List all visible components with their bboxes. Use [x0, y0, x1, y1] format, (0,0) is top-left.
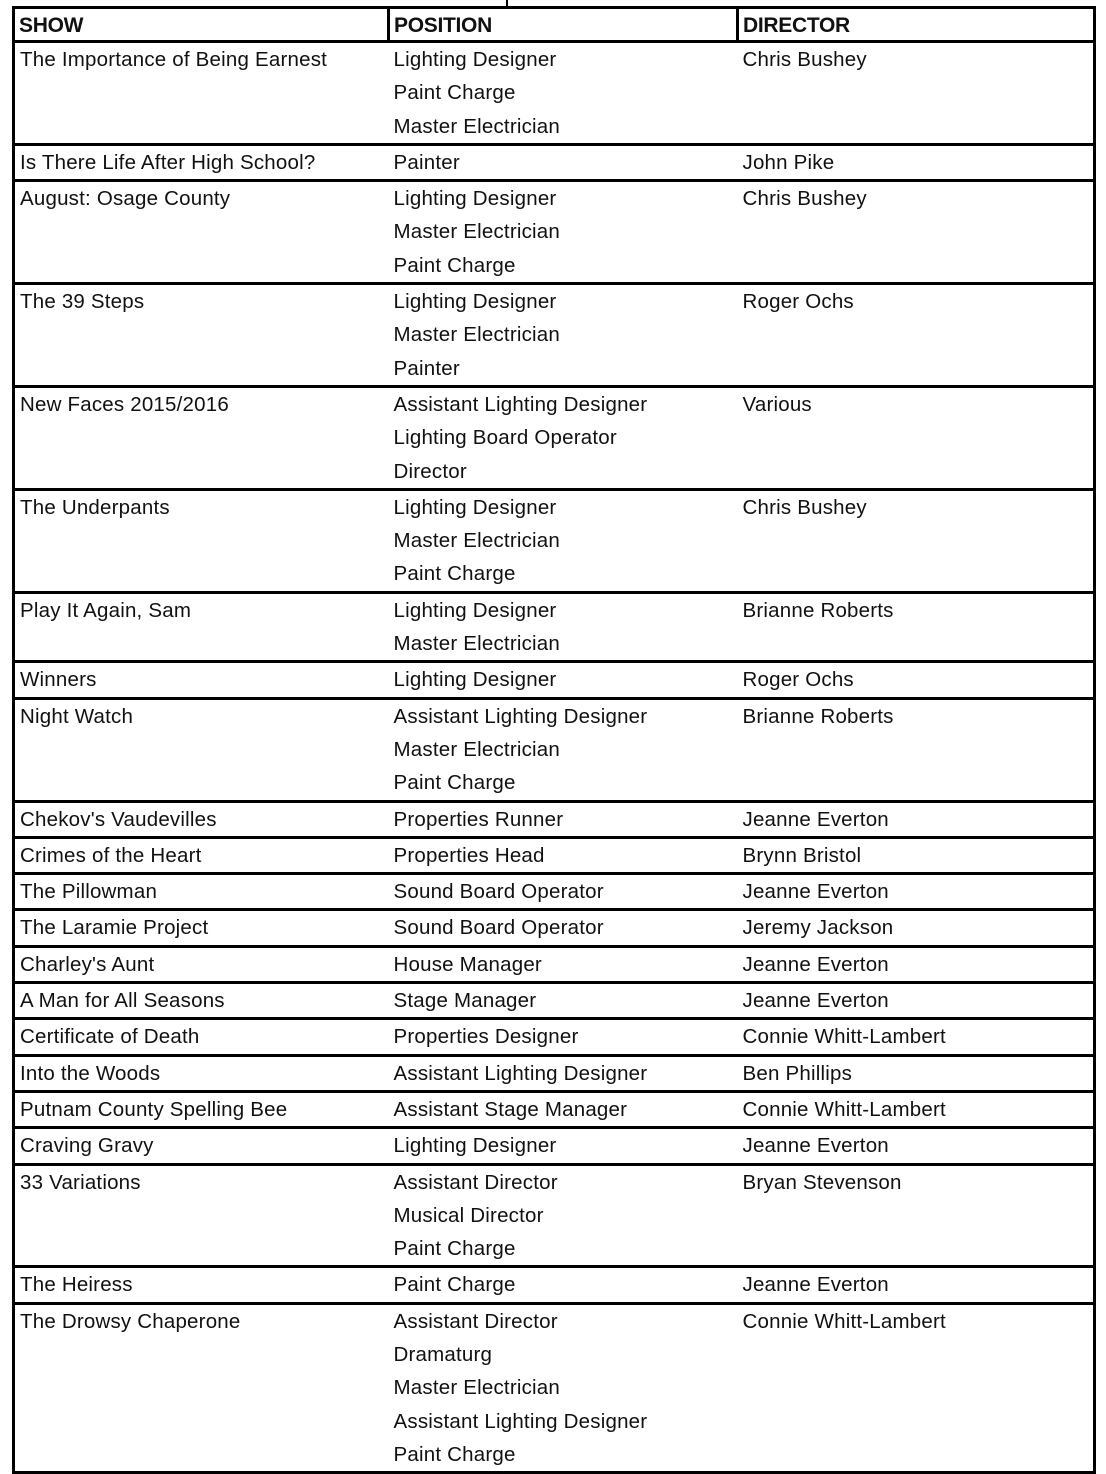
director-cell — [738, 837, 1095, 873]
position-item: Properties Runner — [393, 807, 564, 831]
show-title: Chekov's Vaudevilles — [20, 807, 217, 831]
table-row — [14, 1091, 1095, 1127]
header-position: POSITION — [389, 8, 738, 42]
director-name: Connie Whitt-Lambert — [742, 1025, 946, 1049]
director-cell — [738, 386, 1095, 489]
position-item: Lighting Designer — [393, 187, 557, 211]
show-title: The Laramie Project — [20, 916, 209, 940]
position-cell — [389, 1303, 738, 1472]
position-item: Paint Charge — [393, 1273, 516, 1297]
position-cell — [389, 698, 738, 801]
show-cell — [14, 662, 389, 698]
table-body — [14, 42, 1095, 1473]
show-cell — [14, 837, 389, 873]
position-item: Assistant Director — [393, 1170, 558, 1194]
director-cell — [738, 801, 1095, 837]
director-name: Chris Bushey — [742, 495, 867, 519]
position-item: Painter — [393, 356, 460, 380]
show-cell — [14, 983, 389, 1019]
position-cell — [389, 284, 738, 387]
position-item: Sound Board Operator — [393, 880, 604, 904]
position-cell — [389, 910, 738, 946]
position-item: Assistant Lighting Designer — [393, 704, 648, 728]
table-row — [14, 874, 1095, 910]
show-title: The Underpants — [20, 495, 170, 519]
position-item: Musical Director — [393, 1203, 544, 1227]
table-row — [14, 42, 1095, 145]
table-row — [14, 1128, 1095, 1164]
table-row — [14, 662, 1095, 698]
table-row — [14, 1055, 1095, 1091]
position-cell — [389, 801, 738, 837]
director-cell — [738, 144, 1095, 180]
position-item: Master Electrician — [393, 220, 561, 244]
director-name: Jeremy Jackson — [742, 916, 894, 940]
show-cell — [14, 698, 389, 801]
table-row — [14, 386, 1095, 489]
position-item: Sound Board Operator — [393, 916, 604, 940]
director-cell — [738, 489, 1095, 592]
position-item: Assistant Director — [393, 1309, 558, 1333]
production-history-table — [12, 6, 1096, 1474]
table-row — [14, 489, 1095, 592]
director-name: Jeanne Everton — [742, 952, 889, 976]
director-name: Chris Bushey — [742, 48, 867, 71]
director-name: Brynn Bristol — [742, 843, 862, 867]
director-name: Connie Whitt-Lambert — [742, 1097, 946, 1121]
position-item: Assistant Lighting Designer — [393, 1061, 648, 1085]
show-cell — [14, 181, 389, 284]
show-title: The Pillowman — [20, 880, 158, 904]
position-item: Lighting Designer — [393, 290, 557, 314]
director-name: Various — [742, 392, 812, 416]
position-cell — [389, 489, 738, 592]
show-title: The Drowsy Chaperone — [20, 1309, 241, 1333]
position-cell — [389, 874, 738, 910]
director-name: Jeanne Everton — [742, 989, 889, 1013]
show-title: August: Osage County — [20, 187, 231, 211]
show-title: The Heiress — [20, 1273, 133, 1297]
position-cell — [389, 1267, 738, 1303]
position-cell — [389, 1019, 738, 1055]
table-row — [14, 1267, 1095, 1303]
show-cell — [14, 1055, 389, 1091]
position-cell — [389, 1128, 738, 1164]
position-item: Master Electrician — [393, 529, 561, 553]
show-cell — [14, 284, 389, 387]
table-row — [14, 946, 1095, 982]
director-cell — [738, 1267, 1095, 1303]
position-item: Master Electrician — [393, 1376, 561, 1400]
table-row — [14, 1303, 1095, 1472]
position-item: Lighting Board Operator — [393, 426, 617, 450]
position-cell — [389, 1091, 738, 1127]
director-cell — [738, 181, 1095, 284]
director-name: Chris Bushey — [742, 187, 867, 211]
show-title: A Man for All Seasons — [20, 989, 225, 1013]
director-name: Brianne Roberts — [742, 598, 894, 622]
director-cell — [738, 42, 1095, 145]
position-item: Lighting Designer — [393, 598, 557, 622]
director-cell — [738, 1091, 1095, 1127]
position-cell — [389, 592, 738, 662]
position-item: Assistant Stage Manager — [393, 1097, 628, 1121]
table-row — [14, 910, 1095, 946]
position-cell — [389, 946, 738, 982]
show-title: Into the Woods — [20, 1061, 161, 1085]
director-cell — [738, 662, 1095, 698]
position-cell — [389, 181, 738, 284]
director-cell — [738, 983, 1095, 1019]
show-title: Night Watch — [20, 704, 134, 728]
position-cell — [389, 42, 738, 145]
director-cell — [738, 910, 1095, 946]
show-cell — [14, 910, 389, 946]
show-title: Play It Again, Sam — [20, 598, 192, 622]
position-item: Paint Charge — [393, 253, 516, 277]
show-title: Certificate of Death — [20, 1025, 200, 1049]
position-item: Director — [393, 459, 467, 483]
table-row — [14, 181, 1095, 284]
table-row — [14, 801, 1095, 837]
position-item: House Manager — [393, 952, 542, 976]
position-item: Paint Charge — [393, 81, 516, 105]
director-name: Ben Phillips — [742, 1061, 853, 1085]
position-item: Stage Manager — [393, 989, 537, 1013]
show-title: Craving Gravy — [20, 1134, 154, 1158]
position-item: Master Electrician — [393, 737, 561, 761]
position-item: Dramaturg — [393, 1342, 493, 1366]
show-cell — [14, 42, 389, 145]
position-item: Master Electrician — [393, 632, 561, 656]
position-item: Properties Designer — [393, 1025, 579, 1049]
table-header — [14, 8, 1095, 42]
director-cell — [738, 946, 1095, 982]
show-title: New Faces 2015/2016 — [20, 392, 229, 416]
show-cell — [14, 489, 389, 592]
position-cell — [389, 1055, 738, 1091]
director-cell — [738, 1055, 1095, 1091]
position-cell — [389, 386, 738, 489]
position-cell — [389, 837, 738, 873]
table-row — [14, 983, 1095, 1019]
director-cell — [738, 1303, 1095, 1472]
director-name: Connie Whitt-Lambert — [742, 1309, 946, 1333]
show-cell — [14, 1128, 389, 1164]
director-name: Brianne Roberts — [742, 704, 894, 728]
show-cell — [14, 1019, 389, 1055]
show-cell — [14, 386, 389, 489]
table-row — [14, 837, 1095, 873]
position-item: Paint Charge — [393, 1442, 516, 1466]
director-cell — [738, 874, 1095, 910]
show-title: Charley's Aunt — [20, 952, 155, 976]
table-row — [14, 1019, 1095, 1055]
position-cell — [389, 144, 738, 180]
director-name: Jeanne Everton — [742, 880, 889, 904]
show-title: Crimes of the Heart — [20, 843, 202, 867]
show-cell — [14, 1303, 389, 1472]
director-name: John Pike — [742, 150, 835, 174]
director-cell — [738, 592, 1095, 662]
show-cell — [14, 1267, 389, 1303]
show-cell — [14, 592, 389, 662]
director-cell — [738, 1019, 1095, 1055]
show-cell — [14, 874, 389, 910]
table-row — [14, 1164, 1095, 1267]
header-show: SHOW — [14, 8, 389, 42]
position-item: Master Electrician — [393, 323, 561, 347]
director-cell — [738, 284, 1095, 387]
position-item: Paint Charge — [393, 562, 516, 586]
table-row — [14, 284, 1095, 387]
director-name: Jeanne Everton — [742, 1134, 889, 1158]
position-cell — [389, 983, 738, 1019]
director-cell — [738, 1164, 1095, 1267]
show-cell — [14, 946, 389, 982]
show-title: The 39 Steps — [20, 290, 145, 314]
position-cell — [389, 662, 738, 698]
director-name: Roger Ochs — [742, 290, 854, 314]
director-cell — [738, 1128, 1095, 1164]
director-cell — [738, 698, 1095, 801]
position-item: Paint Charge — [393, 771, 516, 795]
show-cell — [14, 801, 389, 837]
show-cell — [14, 144, 389, 180]
director-name: Jeanne Everton — [742, 1273, 889, 1297]
header-director: DIRECTOR — [738, 8, 1095, 42]
show-cell — [14, 1164, 389, 1267]
show-title: Winners — [20, 668, 97, 692]
position-item: Paint Charge — [393, 1237, 516, 1261]
show-title: Putnam County Spelling Bee — [20, 1097, 288, 1121]
director-name: Jeanne Everton — [742, 807, 889, 831]
position-item: Lighting Designer — [393, 48, 557, 71]
position-item: Lighting Designer — [393, 1134, 557, 1158]
position-item: Master Electrician — [393, 114, 561, 138]
table-row — [14, 698, 1095, 801]
table-row — [14, 592, 1095, 662]
show-cell — [14, 1091, 389, 1127]
show-title: Is There Life After High School? — [20, 150, 316, 174]
position-item: Assistant Lighting Designer — [393, 1409, 648, 1433]
position-item: Lighting Designer — [393, 495, 557, 519]
position-item: Properties Head — [393, 843, 545, 867]
position-item: Assistant Lighting Designer — [393, 392, 648, 416]
table-row — [14, 144, 1095, 180]
position-item: Painter — [393, 150, 460, 174]
director-name: Roger Ochs — [742, 668, 854, 692]
show-title: 33 Variations — [20, 1170, 141, 1194]
director-name: Bryan Stevenson — [742, 1170, 902, 1194]
position-item: Lighting Designer — [393, 668, 557, 692]
show-title: The Importance of Being Earnest — [20, 48, 328, 71]
position-cell — [389, 1164, 738, 1267]
